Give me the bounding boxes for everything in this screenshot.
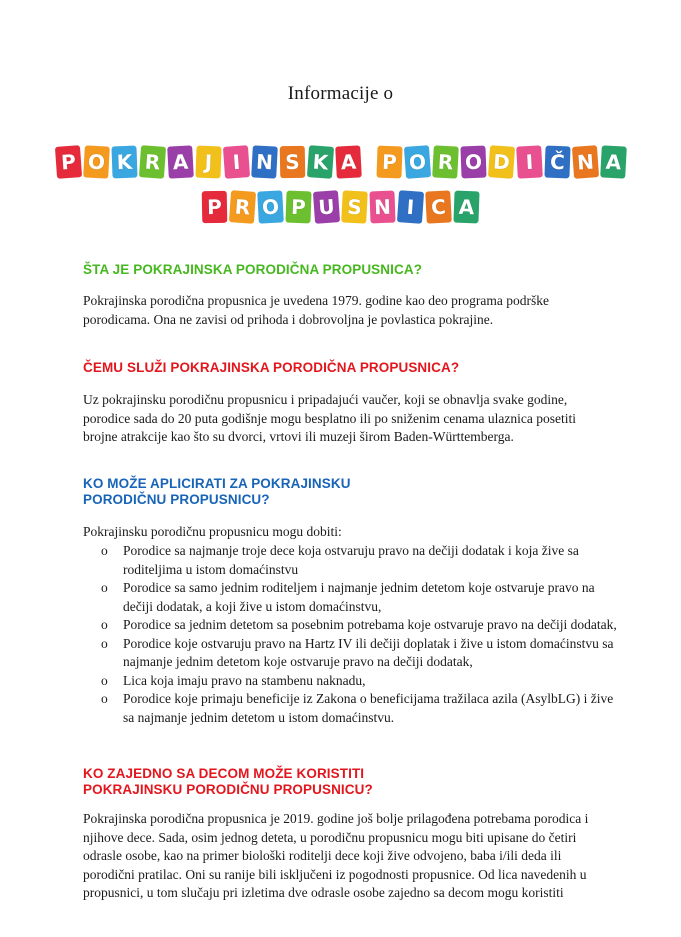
bullet-marker: o bbox=[101, 635, 108, 651]
section-1-text: Pokrajinska porodična propusnica je uvedena 1979. godine kao deo programa podrške porodicama. Ona ne zavisi od prihoda i dobrovoljna je povlastica pokrajine. bbox=[83, 293, 549, 327]
logo-line-1-tile: I bbox=[516, 145, 543, 178]
logo-line-2-tile: N bbox=[369, 191, 395, 224]
logo-line-1-tile: N bbox=[251, 145, 278, 178]
logo-line-2-tile: S bbox=[341, 190, 368, 223]
section-4-heading: KO ZAJEDNO SA DECOM MOŽE KORISTITI POKRAJINSKU PORODIČNU PROPUSNICU? bbox=[83, 766, 373, 797]
list-item bbox=[83, 672, 623, 691]
intro-title: Informacije o bbox=[287, 83, 394, 104]
logo-line-1-tile: O bbox=[403, 145, 430, 179]
bullet-marker: o bbox=[101, 617, 108, 632]
bullet-marker: o bbox=[101, 543, 108, 558]
section-2-heading: ČEMU SLUŽI POKRAJINSKA PORODIČNA PROPUSNICA? bbox=[83, 360, 460, 375]
logo-line-1-tile: D bbox=[487, 145, 514, 179]
list-item-text: Lica koja imaju pravo na stambenu naknadu, bbox=[123, 672, 366, 688]
logo-line-2-tile: U bbox=[313, 190, 340, 224]
logo-line-2-tile: O bbox=[257, 190, 284, 223]
logo-line-2-tile: A bbox=[453, 191, 479, 224]
logo-line-2-tile: R bbox=[229, 190, 256, 224]
logo-line-1-tile: P bbox=[376, 146, 402, 179]
list-item bbox=[83, 690, 623, 727]
bullet-marker: o bbox=[101, 691, 108, 706]
section-1-heading: ŠTA JE POKRAJINSKA PORODIČNA PROPUSNICA? bbox=[83, 262, 423, 277]
logo-line-2-tile: P bbox=[285, 191, 311, 224]
section-3-heading: KO MOŽE APLICIRATI ZA POKRAJINSKU PORODIČNU PROPUSNICU? bbox=[83, 476, 351, 507]
section-2-text: Uz pokrajinsku porodičnu propusnicu i pripadajući vaučer, koji se obnavlja svake godine, porodice sada do 20 puta godišnje mogu besplatno ili po sniženim cenama ulaznica posetiti brojne atrakcije kao što su dvorci, vrtovi ili muzeji širom Baden-Württemberga. bbox=[83, 392, 577, 444]
eligibility-list bbox=[83, 542, 623, 727]
logo-line-1-tile: R bbox=[432, 145, 459, 178]
logo-line-1-tile: A bbox=[335, 145, 362, 178]
logo-line-1-tile: I bbox=[222, 145, 249, 179]
section-4-text: Pokrajinska porodična propusnica je 2019. godine još bolje prilagođena potrebama porodica i njihove dece. Sada, osim jednog deteta, u porodičnu propusnicu mogu biti upisane do četiri odrasle osobe, kao na primer biološki roditelji dece koji žive odvojeno, baba i/ili deda ili porodični pratilac. Oni su ranije bili isključeni iz pogodnosti propusnice. Od lica navedenih u propusnici, u tom slučaju pri izletima dve odrasle osobe zajedno sa decom mogu koristiti bbox=[83, 811, 589, 900]
logo-line-1-tile: O bbox=[83, 145, 110, 178]
logo-line-2-tile: C bbox=[425, 190, 452, 223]
list-item bbox=[83, 616, 623, 635]
logo-line-1-tile: P bbox=[54, 145, 81, 179]
logo-line-2-tile: I bbox=[397, 190, 424, 224]
logo-line-1-tile: J bbox=[195, 146, 221, 179]
logo-line-1-tile: S bbox=[279, 146, 305, 178]
list-item bbox=[83, 579, 623, 616]
logo-line-1 bbox=[0, 146, 681, 178]
logo-line-1-tile: R bbox=[138, 145, 165, 179]
bullet-marker: o bbox=[101, 580, 108, 595]
list-item-text: Porodice sa jednim detetom sa posebnim potrebama koje ostvaruje pravo na dečiji dodatak, bbox=[123, 617, 617, 632]
list-item bbox=[83, 542, 623, 579]
list-item-text: Porodice sa najmanje troje dece koja ostvaruju pravo na dečiji dodatak i koja žive sa roditeljima u istom domaćinstvu bbox=[123, 543, 579, 577]
list-item-text: Porodice koje ostvaruju pravo na Hartz IV ili dečiji doplatak i žive u istom domaćinstvu sa najmanje jednim detetom koje ostvaruje pravo na dečiji dodatak, bbox=[123, 635, 614, 669]
list-item bbox=[83, 635, 623, 672]
logo-line-1-tile: N bbox=[571, 145, 598, 179]
logo-line-1-tile: K bbox=[111, 146, 137, 179]
logo-line-1-tile: O bbox=[460, 146, 486, 179]
section-3-text: Pokrajinsku porodičnu propusnicu mogu dobiti: bbox=[83, 524, 342, 539]
logo-line-1-tile: Č bbox=[544, 146, 570, 179]
logo-gap bbox=[364, 146, 374, 178]
bullet-marker: o bbox=[101, 672, 108, 688]
logo-line-1-tile: A bbox=[600, 145, 627, 178]
logo-line-2-tile: P bbox=[202, 191, 228, 223]
logo-line-1-tile: A bbox=[167, 145, 194, 178]
logo-line-2 bbox=[0, 191, 681, 223]
list-item-text: Porodice sa samo jednim roditeljem i najmanje jednim detetom koje ostvaruje pravo na dečiji dodatak, a koji žive u istom domaćinstvu, bbox=[123, 580, 595, 614]
list-item-text: Porodice koje primaju beneficije iz Zakona o beneficijama tražilaca azila (AsylbLG) i žive sa najmanje jednim detetom u istom domaćinstvu. bbox=[123, 691, 614, 725]
logo-line-1-tile: K bbox=[306, 145, 333, 179]
